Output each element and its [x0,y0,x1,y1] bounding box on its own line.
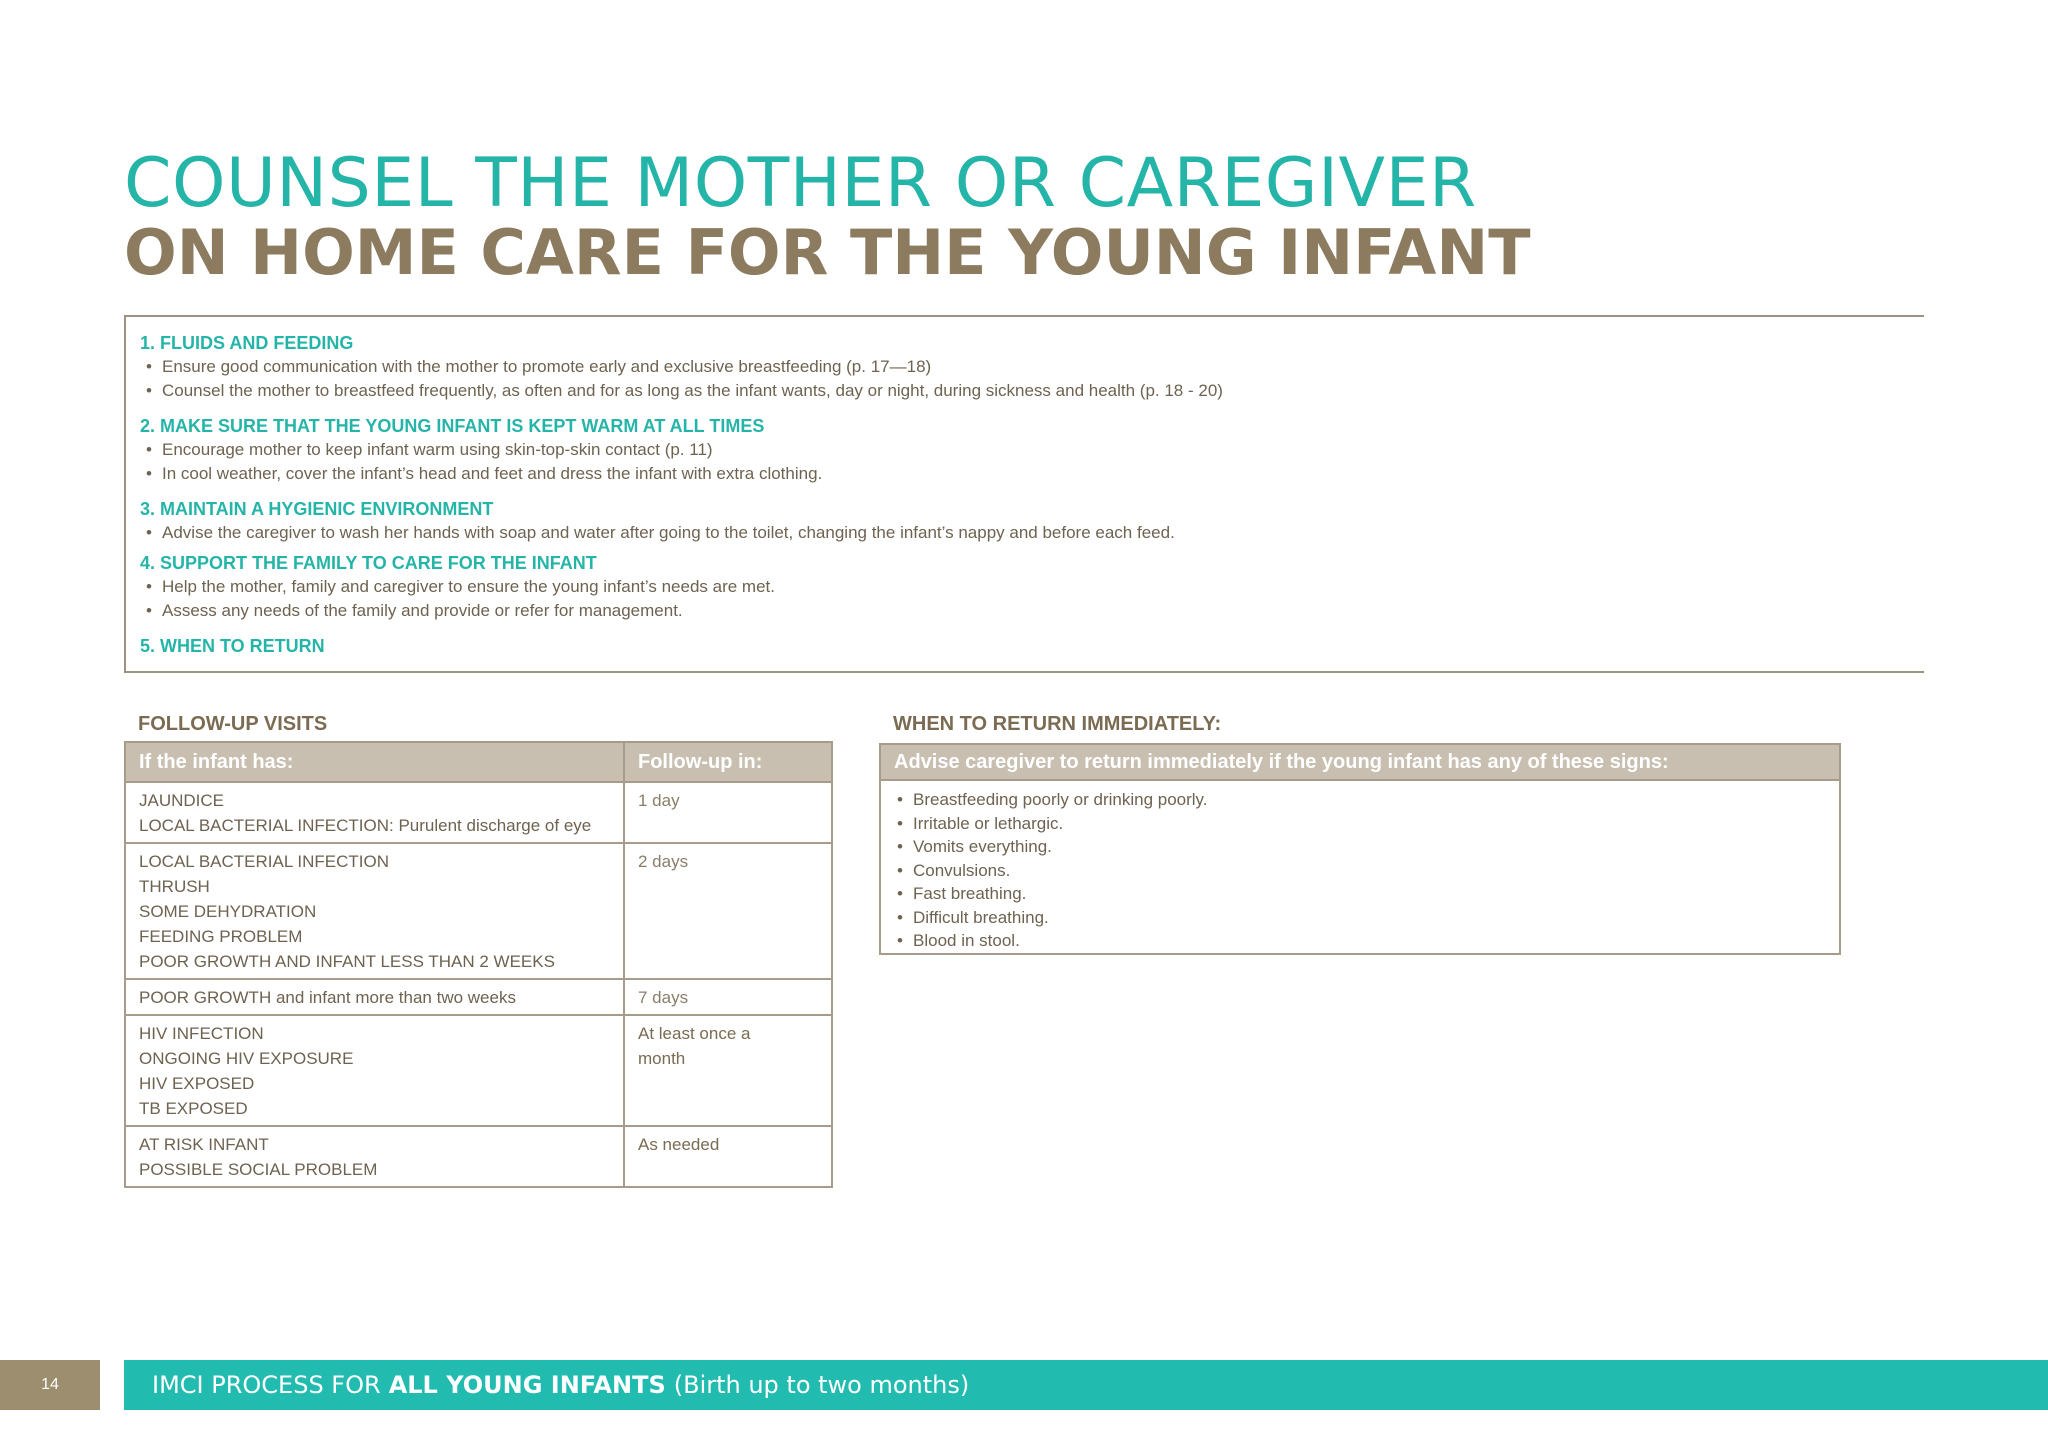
section-hygiene [140,497,1175,545]
table-row [125,843,832,979]
section-title: 5. WHEN TO RETURN [140,636,325,656]
condition-cell: AT RISK INFANT POSSIBLE SOCIAL PROBLEM [125,1126,624,1187]
home-care-box [124,315,1924,673]
list-item: • Blood in stool. [897,931,1020,950]
footer-prefix: IMCI PROCESS FOR [152,1371,381,1399]
footer-banner [124,1360,2048,1410]
section-support-family [140,551,775,623]
return-immediately-heading: WHEN TO RETURN IMMEDIATELY: [893,713,1222,735]
table-row [125,1015,832,1126]
bullet-item: • Assess any needs of the family and provide or refer for management. [146,601,683,620]
bullet-item: • Help the mother, family and caregiver to ensure the young infant’s needs are met. [146,577,775,596]
return-immediately-box [879,743,1841,955]
condition-cell: LOCAL BACTERIAL INFECTION THRUSH SOME DEHYDRATION FEEDING PROBLEM POOR GROWTH AND INFANT LESS THAN 2 WEEKS [125,843,624,979]
section-keep-warm [140,414,822,486]
condition-cell: POOR GROWTH and infant more than two weeks [125,979,624,1015]
section-when-to-return [140,634,325,658]
table-header-row [125,742,832,782]
list-item: • Convulsions. [897,860,1011,880]
footer-suffix: (Birth up to two months) [673,1371,970,1399]
table-row [125,782,832,843]
table-row [125,979,832,1015]
list-item: • Irritable or lethargic. [897,813,1064,833]
column-header-condition: If the infant has: [125,742,624,782]
danger-signs-list [881,781,1839,960]
section-title: 2. MAKE SURE THAT THE YOUNG INFANT IS KEPT WARM AT ALL TIMES [140,416,765,436]
list-item: • Breastfeeding poorly or drinking poorly. [897,790,1208,809]
section-title: 3. MAINTAIN A HYGIENIC ENVIRONMENT [140,499,494,519]
bullet-item: • Ensure good communication with the mother to promote early and exclusive breastfeeding (p. 17—18) [146,357,932,376]
return-box-header: Advise caregiver to return immediately if the young infant has any of these signs: [881,745,1839,781]
followup-cell: 2 days [624,843,832,979]
condition-cell: HIV INFECTION ONGOING HIV EXPOSURE HIV EXPOSED TB EXPOSED [125,1015,624,1126]
list-item: • Vomits everything. [897,837,1052,856]
column-header-followup: Follow-up in: [624,742,832,782]
followup-cell: 7 days [624,979,832,1015]
followup-heading: FOLLOW-UP VISITS [138,713,328,735]
list-item: • Difficult breathing. [897,907,1049,927]
condition-cell: JAUNDICE LOCAL BACTERIAL INFECTION: Purulent discharge of eye [125,782,624,843]
followup-cell: 1 day [624,782,832,843]
bullet-item: • Advise the caregiver to wash her hands with soap and water after going to the toilet, changing the infant’s nappy and before each feed. [146,523,1175,542]
table-row [125,1126,832,1187]
footer-bold-text: ALL YOUNG INFANTS [388,1371,666,1399]
followup-table [124,741,833,1188]
page-number: 14 [0,1360,100,1410]
section-title: 1. FLUIDS AND FEEDING [140,333,354,353]
bullet-item: • Counsel the mother to breastfeed frequently, as often and for as long as the infant wants, day or night, during sickness and health (p. 18 - 20) [146,381,1223,400]
bullet-item: • Encourage mother to keep infant warm using skin-top-skin contact (p. 11) [146,440,713,459]
section-fluids-feeding [140,331,1223,403]
page-title-line-2: ON HOME CARE FOR THE YOUNG INFANT [124,216,1531,289]
bullet-item: • In cool weather, cover the infant’s head and feet and dress the infant with extra clothing. [146,464,823,483]
section-title: 4. SUPPORT THE FAMILY TO CARE FOR THE INFANT [140,553,597,573]
list-item: • Fast breathing. [897,884,1027,903]
followup-cell: At least once a month [624,1015,832,1126]
followup-cell: As needed [624,1126,832,1187]
page-title-line-1: COUNSEL THE MOTHER OR CAREGIVER [124,144,1477,223]
